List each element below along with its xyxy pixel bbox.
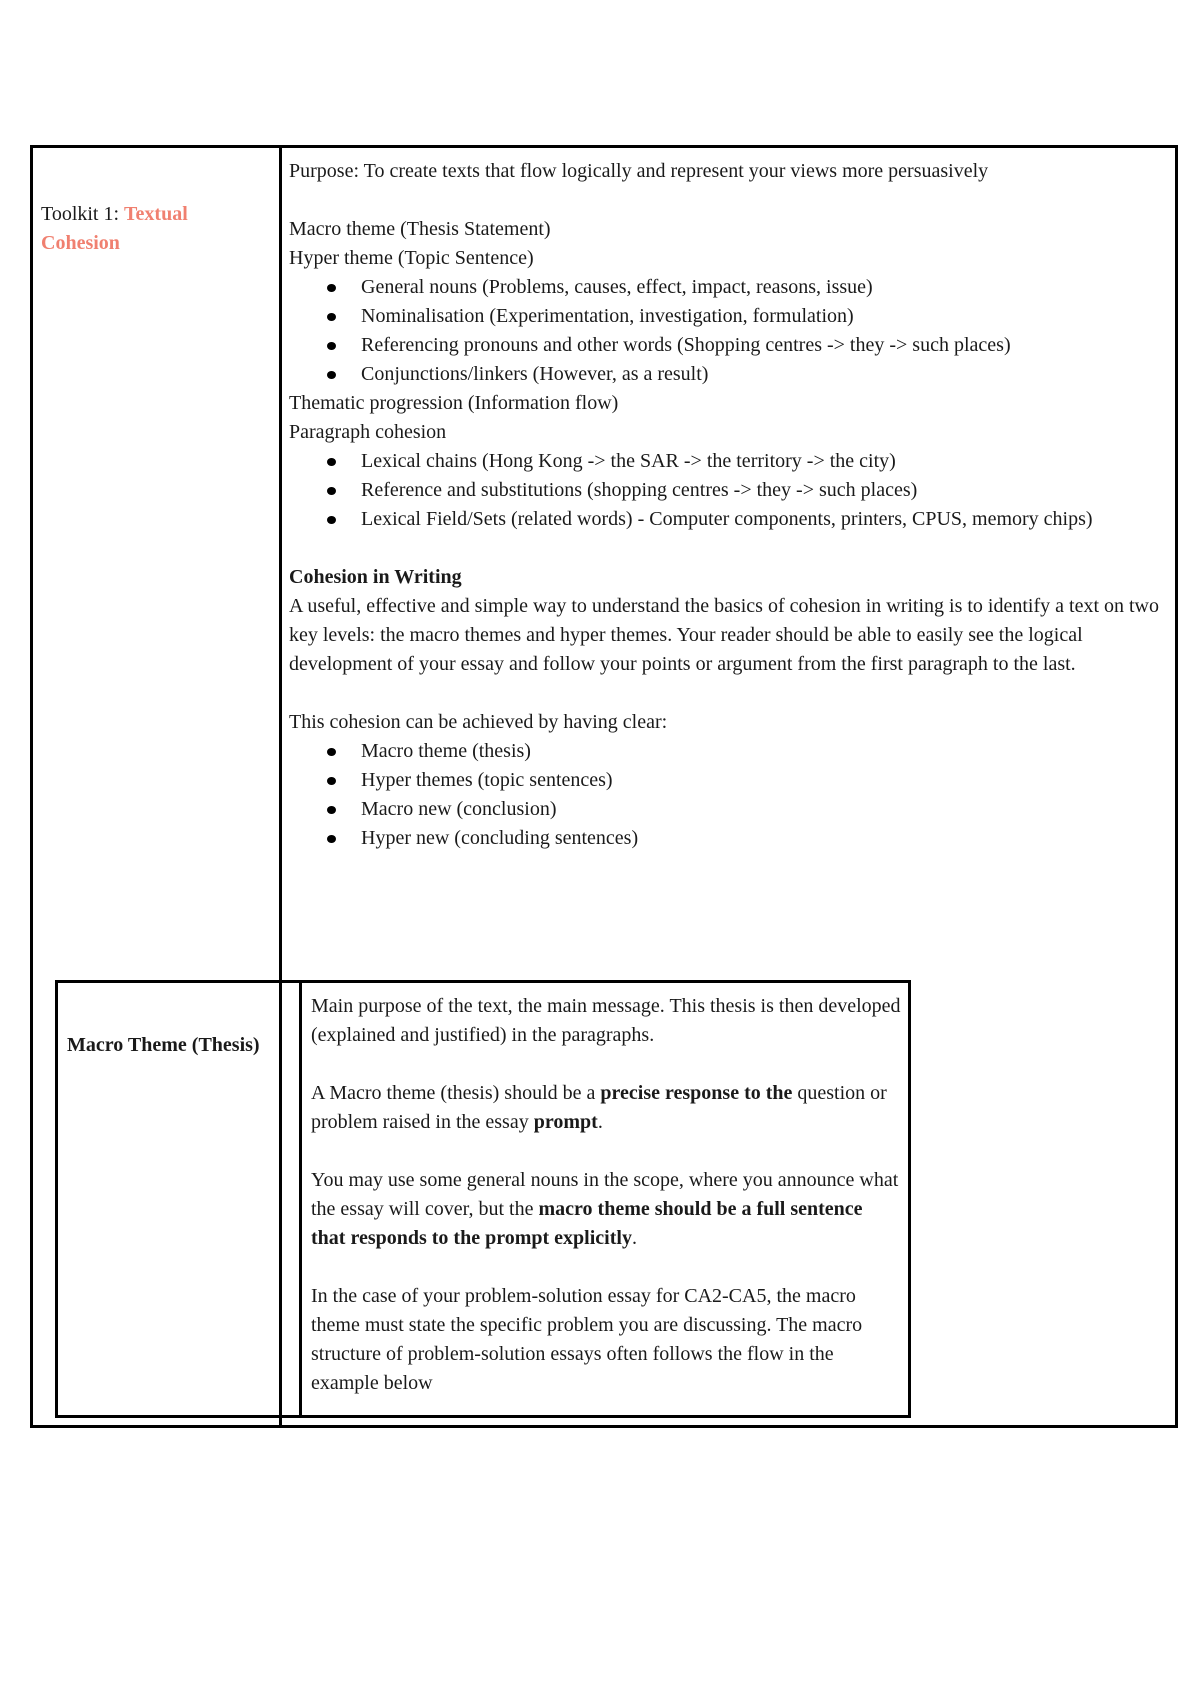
list-item: Lexical Field/Sets (related words) - Computer components, printers, CPUS, memory chips): [289, 505, 1159, 534]
macro-theme-table: [55, 980, 911, 1418]
list-item: Referencing pronouns and other words (Shopping centres -> they -> such places): [289, 331, 1159, 360]
toolkit-title-cell: [41, 200, 271, 258]
toolkit-content-cell: [289, 157, 1159, 853]
achieved-line: This cohesion can be achieved by having clear:: [289, 711, 668, 733]
bullet-icon: [327, 313, 336, 321]
achieved-list: [289, 737, 1159, 853]
toolkit-table: [30, 145, 1178, 1428]
bullet-icon: [327, 835, 336, 843]
bullet-icon: [327, 342, 336, 350]
list-item: Nominalisation (Experimentation, investigation, formulation): [289, 302, 1159, 331]
bullet-icon: [327, 371, 336, 379]
paragraph-cohesion-line: Paragraph cohesion: [289, 421, 447, 443]
bullet-icon: [327, 748, 336, 756]
hyper-theme-line: Hyper theme (Topic Sentence): [289, 247, 534, 269]
list-item: Reference and substitutions (shopping centres -> they -> such places): [289, 476, 1159, 505]
bullet-icon: [327, 777, 336, 785]
bullet-icon: [327, 487, 336, 495]
macro-theme-para-1: Main purpose of the text, the main message. This thesis is then developed (explained and justified) in the paragraphs.: [311, 995, 901, 1046]
list-item: Conjunctions/linkers (However, as a result): [289, 360, 1159, 389]
toolkit-prefix: Toolkit 1:: [41, 203, 125, 225]
list-item: General nouns (Problems, causes, effect, impact, reasons, issue): [289, 273, 1159, 302]
cohesion-paragraph: A useful, effective and simple way to understand the basics of cohesion in writing is to identify a text on two key levels: the macro themes and hyper themes. Your reader should be able to easily see the logical development of your essay and follow your points or argument from the first paragraph to the last.: [289, 595, 1159, 675]
hyper-theme-list: [289, 273, 1159, 389]
macro-theme-description: [311, 992, 901, 1398]
bullet-icon: [327, 458, 336, 466]
thematic-progression-line: Thematic progression (Information flow): [289, 392, 619, 414]
purpose-text: Purpose: To create texts that flow logically and represent your views more persuasively: [289, 160, 989, 182]
macro-theme-label: Macro Theme (Thesis): [67, 1034, 260, 1056]
list-item: Macro theme (thesis): [289, 737, 1159, 766]
bullet-icon: [327, 516, 336, 524]
toolkit-title-2: Cohesion: [41, 232, 120, 254]
list-item: Lexical chains (Hong Kong -> the SAR -> the territory -> the city): [289, 447, 1159, 476]
list-item: Hyper themes (topic sentences): [289, 766, 1159, 795]
macro-theme-para-2: A Macro theme (thesis) should be a precise response to the question or problem raised in the essay prompt.: [311, 1082, 887, 1133]
paragraph-cohesion-list: [289, 447, 1159, 534]
list-item: Hyper new (concluding sentences): [289, 824, 1159, 853]
list-item: Macro new (conclusion): [289, 795, 1159, 824]
inner-table-divider: [299, 983, 302, 1415]
bullet-icon: [327, 284, 336, 292]
cohesion-heading: Cohesion in Writing: [289, 566, 462, 588]
macro-theme-line: Macro theme (Thesis Statement): [289, 218, 551, 240]
toolkit-title-1: Textual: [124, 203, 188, 225]
bullet-icon: [327, 806, 336, 814]
macro-theme-para-3: You may use some general nouns in the scope, where you announce what the essay will cover, but the macro theme should be a full sentence that responds to the prompt explicitly.: [311, 1169, 899, 1249]
macro-theme-para-4: In the case of your problem-solution essay for CA2-CA5, the macro theme must state the specific problem you are discussing. The macro structure of problem-solution essays often follows the flow in the example below: [311, 1285, 863, 1394]
